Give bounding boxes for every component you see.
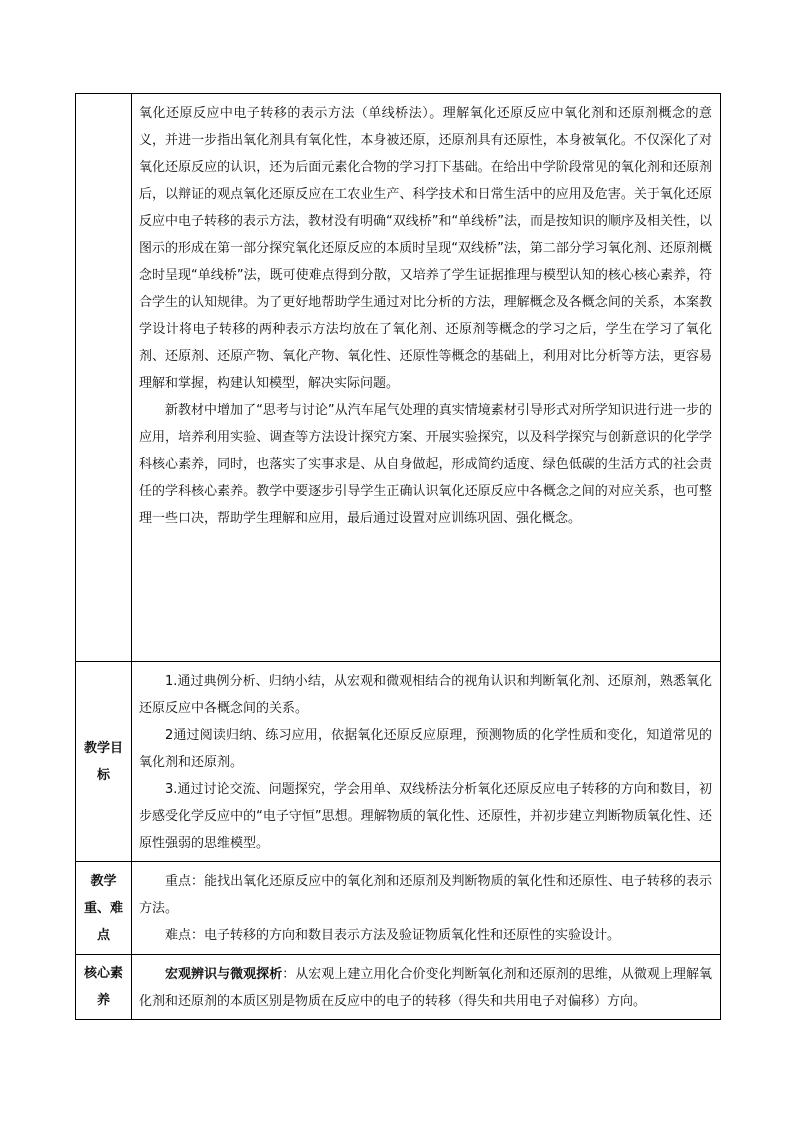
objective-item-2: 2通过阅读归纳、练习应用，依据氧化还原反应原理，预测物质的化学性质和变化，知道常见的氧化剂和还原剂。 bbox=[139, 728, 712, 770]
analysis-paragraph-2: 新教材中增加了“思考与讨论”从汽车尾气处理的真实情境素材引导形式对所学知识进行进一步的应用，培养利用实验、调查等方法设计探究方案、开展实验探究，以及科学探究与创新意识的化学学科核心素养，同时，也落实了实事求是、从自身做起，形成简约适度、绿色低碳的生活方式的社会责任的学科核心素养。教学中要逐步引导学生正确认识氧化还原反应中各概念之间的对应关系，也可整理一些口决，帮助学生理解和应用，最后通过设置对应训练巩固、强化概念。 bbox=[139, 403, 712, 526]
objective-item-3: 3.通过讨论交流、问题探究，学会用单、双线桥法分析氧化还原反应电子转移的方向和数目，初步感受化学反应中的“电子守恒”思想。理解物质的氧化性、还原性，并初步建立判断物质氧化性、还原性强弱的思维模型。 bbox=[139, 782, 712, 851]
core-literacy-paragraph bbox=[139, 961, 712, 1015]
analysis-content-cell bbox=[132, 94, 721, 662]
difficult-point-text: 难点：电子转移的方向和数目表示方法及验证物质氧化性和还原性的实验设计。 bbox=[165, 928, 621, 943]
analysis-label-cell bbox=[76, 94, 132, 662]
key-points-label: 教学重、难点 bbox=[83, 873, 123, 943]
core-literacy-row bbox=[76, 955, 721, 1020]
core-literacy-label-cell bbox=[76, 955, 132, 1020]
objectives-label-cell bbox=[76, 662, 132, 862]
objective-item-1: 1.通过典例分析、归纳小结，从宏观和微观相结合的视角认识和判断氧化剂、还原剂，熟悉氧化还原反应中各概念间的关系。 bbox=[139, 674, 712, 716]
key-points-row bbox=[76, 862, 721, 955]
lesson-plan-table bbox=[75, 93, 721, 1020]
analysis-row bbox=[76, 94, 721, 662]
key-points-content-cell bbox=[132, 862, 721, 955]
core-literacy-bold-lead: 宏观辨识与微观探析 bbox=[165, 967, 283, 982]
objectives-label: 教学目标 bbox=[83, 740, 123, 783]
objectives-content-cell bbox=[132, 662, 721, 862]
core-literacy-content-cell bbox=[132, 955, 721, 1020]
analysis-paragraph-1: 氧化还原反应中电子转移的表示方法（单线桥法）。理解氧化还原反应中氧化剂和还原剂概念的意义，并进一步指出氧化剂具有氧化性，本身被还原，还原剂具有还原性，本身被氧化。不仅深化了对氧化还原反应的认识，还为后面元素化合物的学习打下基础。在给出中学阶段常见的氧化剂和还原剂后，以辩证的观点氧化还原反应在工农业生产、科学技术和日常生活中的应用及危害。关于氧化还原反应中电子转移的表示方法，教材没有明确“双线桥”和“单线桥”法，而是按知识的顺序及相关性，以图示的形成在第一部分探究氧化还原反应的本质时呈现“双线桥”法，第二部分学习氧化剂、还原剂概念时呈现“单线桥”法，既可使难点得到分散，又培养了学生证据推理与模型认知的核心核心素养，符合学生的认知规律。为了更好地帮助学生通过对比分析的方法，理解概念及各概念间的关系，本案教学设计将电子转移的两种表示方法均放在了氧化剂、还原剂等概念的学习之后，学生在学习了氧化剂、还原剂、还原产物、氧化产物、氧化性、还原性等概念的基础上，利用对比分析等方法，更容易理解和掌握，构建认知模型，解决实际问题。 bbox=[139, 106, 712, 391]
core-literacy-label: 核心素养 bbox=[83, 966, 123, 1008]
key-point-text: 重点：能找出氧化还原反应中的氧化剂和还原剂及判断物质的氧化性和还原性、电子转移的表示方法。 bbox=[139, 874, 712, 916]
key-points-label-cell bbox=[76, 862, 132, 955]
core-literacy-text: ：从宏观上建立用化合价变化判断氧化剂和还原剂的思维，从微观上理解氧化剂和还原剂的本质区别是物质在反应中的电子的转移（得失和共用电子对偏移）方向。 bbox=[139, 967, 712, 1009]
objectives-row bbox=[76, 662, 721, 862]
